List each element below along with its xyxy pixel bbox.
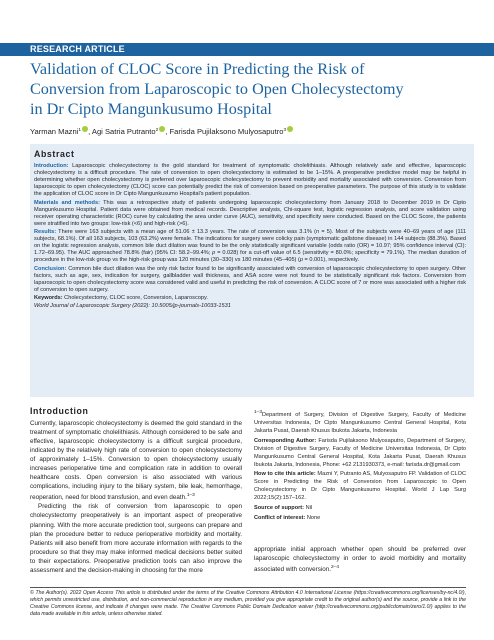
abstract-methods [34, 200, 466, 228]
introduction-section [30, 406, 242, 575]
license-statement: © The Author(s). 2022 Open Access This article is distributed under the terms of the Creative Commons Attribution 4.0 International License (https://creativecommons.org/licenses/by-nc/4.0/), which permits unrestricted use, distribution, and non-commercial reproduction in any medium, provided you give appropriate credit to the original author(s) and the source, provide a link to the Creative Commons license, and indicate if changes were made. The Creative Commons Public Domain Dedication waiver (http://creativecommons.org/publicdomain/zero/1.0/) applies to the data made available in this article, unless otherwise stated. [30, 590, 466, 617]
orcid-icon[interactable] [287, 126, 293, 132]
abstract-box [30, 144, 474, 397]
abstract-body [34, 163, 466, 312]
support-label: Source of support: [254, 505, 305, 512]
abstract-results-label: Results: [34, 229, 57, 236]
abstract-heading: Abstract [34, 149, 75, 159]
introduction-heading: Introduction [30, 406, 89, 416]
how-to-cite [254, 470, 466, 502]
reference-sup: 2–4 [331, 565, 340, 571]
abstract-results-n: n [316, 229, 320, 236]
keywords-text: Cholecystectomy, CLOC score, Conversion, Laparoscopy. [64, 295, 208, 302]
abstract-results-text: There were 163 subjects with a mean age of 51.06 ± 13.3 years. The rate of conversion was 3.1% ( [58, 229, 317, 236]
author-name: Farisda Pujilaksono Mulyosaputro [169, 127, 284, 136]
conflict-of-interest [254, 514, 466, 522]
abstract-conclusion-label: Conclusion: [34, 265, 67, 272]
abstract-introduction-text: Laparoscopic cholecystectomy is the gold standard for treatment of symptomatic cholelithiasis. Although relatively safe and effective, laparoscopic cholecystectomy is a difficult procedure. The rate of conversion to open cholecystectomy is estimated to be 1–15%. A preoperative predictive model may be helpful in determining whether open cholecystectomy is preferred over laparoscopic cholecystectomy to prevent morbidity and mortality associated with conversion. Conversion from laparoscopic to open cholecystectomy (CLOC) score can potentially predict the risk of conversion based on preoperative parameters. The purpose of this study is to validate the application of CLOC score in Dr Cipto Mangunkusumo Hospital's patient population. [34, 163, 466, 198]
introduction-paragraph-2: Predicting the risk of conversion from laparoscopic to open cholecystectomy preoperatively is an important aspect of preoperative planning. With the more accurate prediction tool, surgeons can prepare and plan the procedure better to reduce perioperative morbidity and mortality. Patients will also benefit from more accurate information with regards to the procedure so that they may make informed medical decisions better suited to their expectations. Preoperative prediction tools can also improve the assessment and the decision-making in choosing for the more [30, 503, 242, 574]
affiliation-refs: 1–3 [254, 410, 263, 415]
article-title [30, 59, 470, 119]
abstract-methods-label: Materials and methods: [34, 199, 100, 206]
orcid-icon[interactable] [159, 126, 165, 132]
reference-sup: 1–3 [186, 493, 195, 499]
abstract-results [34, 229, 466, 264]
abstract-introduction [34, 163, 466, 198]
author-affiliation-sup: 1 [78, 128, 82, 133]
corresponding-label: Corresponding Author: [254, 437, 317, 444]
abstract-methods-text: This was a retrospective study of patients undergoing laparoscopic cholecystectomy from January 2018 to December 2019 in Dr Cipto Mangunkusumo Hospital. Patient data were obtained from medical records. Descriptive analysis, Chi-square test, logistic regression analysis, and score validation using receiver operating characteristic (ROC) curve by calculating the area under curve (AUC), sensitivity, and specificity were conducted. Based on the CLOC Score, the patients were stratified into two groups: low-risk (<6) and high-risk (>6). [34, 199, 466, 227]
abstract-results-p: p [299, 257, 303, 264]
cite-label: How to cite this article: [254, 471, 316, 478]
author-name: Agi Satria Putranto [91, 127, 156, 136]
title-line-3: in Dr Cipto Mangunkusumo Hospital [30, 100, 272, 118]
right-column-body [254, 545, 466, 574]
title-line-1: Validation of CLOC Score in Predicting the Risk of [30, 60, 365, 78]
abstract-results-text: = 0.001), respectively. [302, 257, 359, 264]
cite-text: Mazni Y, Putranto AS, Mulyosaputro FP. Validation of CLOC Score in Predicting the Risk of Conversion from Laparoscopic to Open Cholecystectomy in Dr Cipto Mangunkusumo Hospital. World J Lap Surg 2022;15(2):157–162. [254, 471, 466, 502]
introduction-paragraph-1: Currently, laparoscopic cholecystectomy is deemed the gold standard in the treatment of symptomatic cholelithiasis. Although considered to be safe and effective, laparoscopic cholecystectomy is a difficult surgical procedure, indicated by the relatively high rate of conversion to open cholecystectomy of approximately 1–15%. Conversion to open cholecystectomy usually increases perioperative time and complication rate in addition to overall healthcare costs. Open conversion is also associated with various complications, including injury to the biliary system, bile leak, hemorrhage, reoperation, need for blood transfusion, and even death. [30, 420, 242, 502]
right-column-paragraph: appropriate initial approach whether open should be preferred over laparoscopic cholecystectomy in order to avoid morbidity and mortality associated with conversion. [254, 546, 466, 574]
affiliation-text [254, 409, 466, 435]
abstract-results-text: = 0.028) for a cut-off value of 6.5 (sensitivity = 80.0%; specificity = 79.1%). The median duration of procedure in the low-risk group vs the high-risk group was 120 minutes (30–330) vs 180 minutes (45–405) ( [34, 250, 466, 264]
author-affiliation-sup: 2 [155, 128, 159, 133]
orcid-icon[interactable] [82, 126, 88, 132]
abstract-conclusion-text: Common bile duct dilation was the only risk factor found to be significantly associated with conversion of laparoscopic cholecystectomy to open surgery. Other factors, such as age, sex, indication for surgery, gallbladder wall thickness, and ASA score were not found to be statistically significant risk factors. Conversion from laparoscopic to open cholecystectomy score was considered valid and useful in predicting the risk of conversion. A CLOC score of 7 or more was associated with a higher risk of conversion to open surgery. [34, 265, 466, 293]
journal-citation: World Journal of Laparoscopic Surgery (2022): 10.5005/jp-journals-10033-1531 [34, 303, 231, 310]
introduction-body [30, 419, 242, 575]
conflict-label: Conflict of interest: [254, 514, 306, 521]
abstract-results-p: p [212, 250, 216, 257]
source-of-support [254, 504, 466, 512]
title-line-2: Conversion from Laparoscopic to Open Cholecystectomy [30, 80, 404, 98]
article-type-band [0, 43, 494, 56]
affiliation-block [254, 409, 466, 523]
footer-divider [30, 587, 466, 588]
abstract-keywords [34, 295, 466, 302]
author-affiliation-sup: 3 [283, 128, 287, 133]
corresponding-author [254, 437, 466, 469]
keywords-label: Keywords: [34, 295, 63, 302]
abstract-results-text: = 5). Most of the subjects were 40–69 years of age (111 subjects, 68.1%). Of all 163 subjects, 103 (63.2%) were female. The indications for surgery were colicky pain (symptomatic gallstone disease) in 144 subjects (88.3%). Based on the logistic regression analysis, common bile duct dilation was found to be the only statistically significant variable (odds ratio (OR) = 10.97; 95% confidence interval (CI): 1.72–69.95). The AUC approached 78.8% (fair) (95% CI: 58.2–99.4%; [34, 229, 467, 257]
author-list: Yarman Mazni$^1$ , Agi Satria Putranto$^2$ , Farisda Pujilaksono Mulyosaputro$^3$ [30, 126, 293, 136]
abstract-introduction-label: Introduction: [34, 163, 69, 169]
support-value: Nil [305, 505, 313, 512]
affiliation-department: Department of Surgery, Division of Digestive Surgery, Faculty of Medicine Universitas Indonesia, Dr Cipto Mangunkusumo Central General Hospital, Kota Jakarta Pusat, Daerah Khusus Ibukota Jakarta, Indonesia [254, 412, 466, 435]
corresponding-text: Farisda Pujilaksono Mulyosaputro, Department of Surgery, Division of Digestive Surgery, Faculty of Medicine Universitas Indonesia, Dr Cipto Mangunkusumo Central General Hospital, Kota Jakarta Pusat, Daerah Khusus Ibukota Jakarta, Indonesia, Phone: +62 2131930373, e-mail: farisda.dr@gmail.com [254, 437, 466, 468]
article-type-label: RESEARCH ARTICLE [30, 44, 125, 54]
conflict-value: None [306, 514, 321, 521]
abstract-conclusion [34, 266, 466, 294]
author-name: Yarman Mazni [30, 127, 79, 136]
